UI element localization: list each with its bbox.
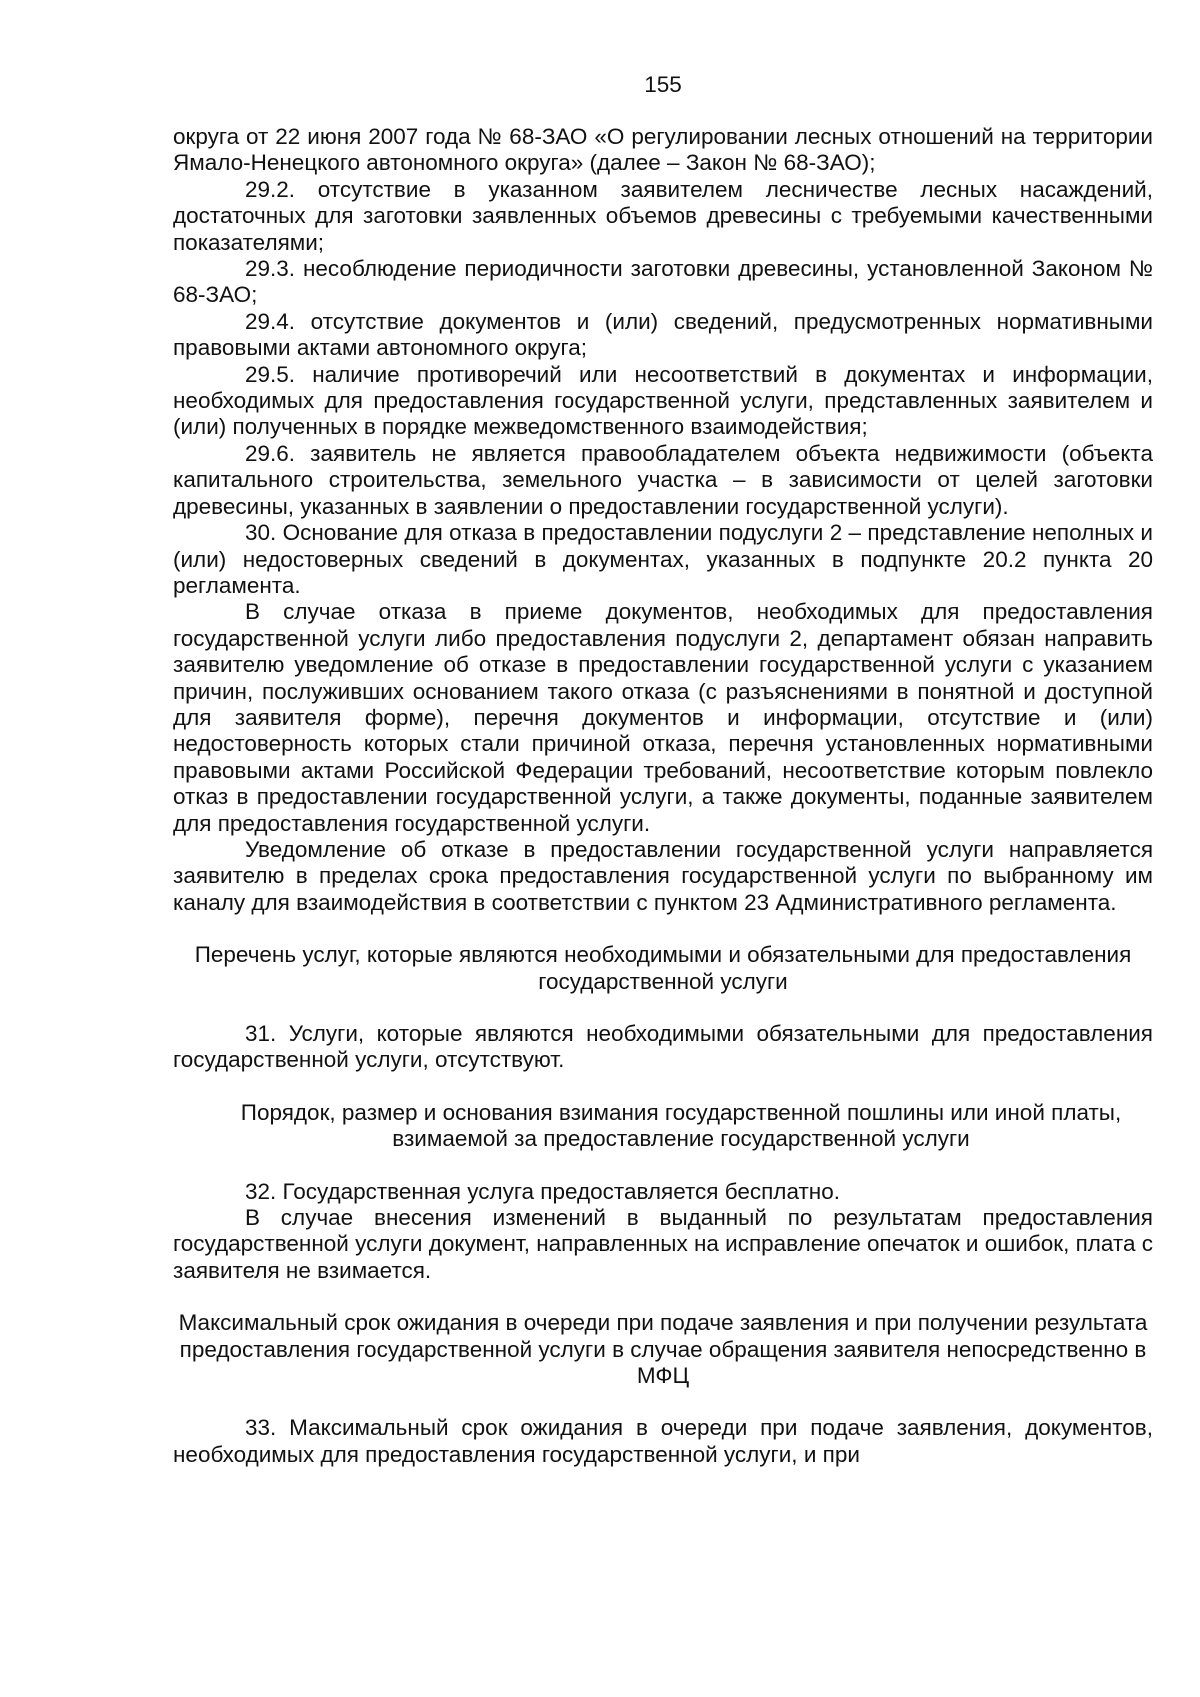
paragraph-notification: Уведомление об отказе в предоставлении государственной услуги направляется заявителю в пределах срока предоставления государственной услуги по выбранному им каналу для взаимодействия в соответствии с пунктом 23 Административного регламента. <box>173 836 1153 915</box>
paragraph-29-2: 29.2. отсутствие в указанном заявителем лесничестве лесных насаждений, достаточных для заготовки заявленных объемов древесины с требуемыми качественными показателями; <box>173 176 1153 255</box>
paragraph-31: 31. Услуги, которые являются необходимыми обязательными для предоставления государственной услуги, отсутствуют. <box>173 1021 1153 1073</box>
document-page <box>173 72 1153 1468</box>
paragraph-30: 30. Основание для отказа в предоставлении подуслуги 2 – представление неполных и (или) недостоверных сведений в документах, указанных в подпункте 20.2 пункта 20 регламента. <box>173 520 1153 598</box>
paragraph-33: 33. Максимальный срок ожидания в очереди при подаче заявления, документов, необходимых для предоставления государственной услуги, и при <box>173 1415 1153 1467</box>
section-heading-fees: Порядок, размер и основания взимания государственной пошлины или иной платы, взимаемой за предоставление государственной услуги <box>240 1099 1122 1152</box>
paragraph-29-6: 29.6. заявитель не является правообладателем объекта недвижимости (объекта капитального строительства, земельного участка – в зависимости от целей заготовки древесины, указанных в заявлении о предоставлении государственной услуги). <box>173 440 1153 519</box>
paragraph-refusal-notice: В случае отказа в приеме документов, необходимых для предоставления государственной услуги либо предоставления подуслуги 2, департамент обязан направить заявителю уведомление об отказе в предоставлении государственной услуги с указанием причин, послуживших основанием такого отказа (с разъяснениями в понятной и доступной для заявителя форме), перечня документов и информации, отсутствие и (или) недостоверность которых стали причиной отказа, перечня установленных нормативными правовыми актами Российской Федерации требований, несоответствие которым повлекло отказ в предоставлении государственной услуги, а также документы, поданные заявителем для предоставления государственной услуги. <box>173 599 1153 836</box>
page-number: 155 <box>644 72 682 97</box>
section-heading-required-services: Перечень услуг, которые являются необходимыми и обязательными для предоставления государственной услуги <box>194 942 1132 994</box>
paragraph-29-5: 29.5. наличие противоречий или несоответствий в документах и информации, необходимых для предоставления государственной услуги, представленных заявителем и (или) полученных в порядке межведомственного взаимодействия; <box>173 361 1153 440</box>
paragraph-continuation: округа от 22 июня 2007 года № 68-ЗАО «О регулировании лесных отношений на территории Ямало-Ненецкого автономного округа» (далее – Закон № 68-ЗАО); <box>173 124 1153 176</box>
paragraph-29-3: 29.3. несоблюдение периодичности заготовки древесины, установленной Законом № 68-ЗАО; <box>173 256 1153 308</box>
paragraph-corrections: В случае внесения изменений в выданный по результатам предоставления государственной услуги документ, направленных на исправление опечаток и ошибок, плата с заявителя не взимается. <box>173 1205 1153 1283</box>
paragraph-29-4: 29.4. отсутствие документов и (или) сведений, предусмотренных нормативными правовыми актами автономного округа; <box>173 308 1153 361</box>
paragraph-32: 32. Государственная услуга предоставляется бесплатно. <box>245 1178 840 1204</box>
section-heading-waiting-time: Максимальный срок ожидания в очереди при подаче заявления и при получении результата предоставления государственной услуги в случае обращения заявителя непосредственно в МФЦ <box>178 1310 1148 1389</box>
